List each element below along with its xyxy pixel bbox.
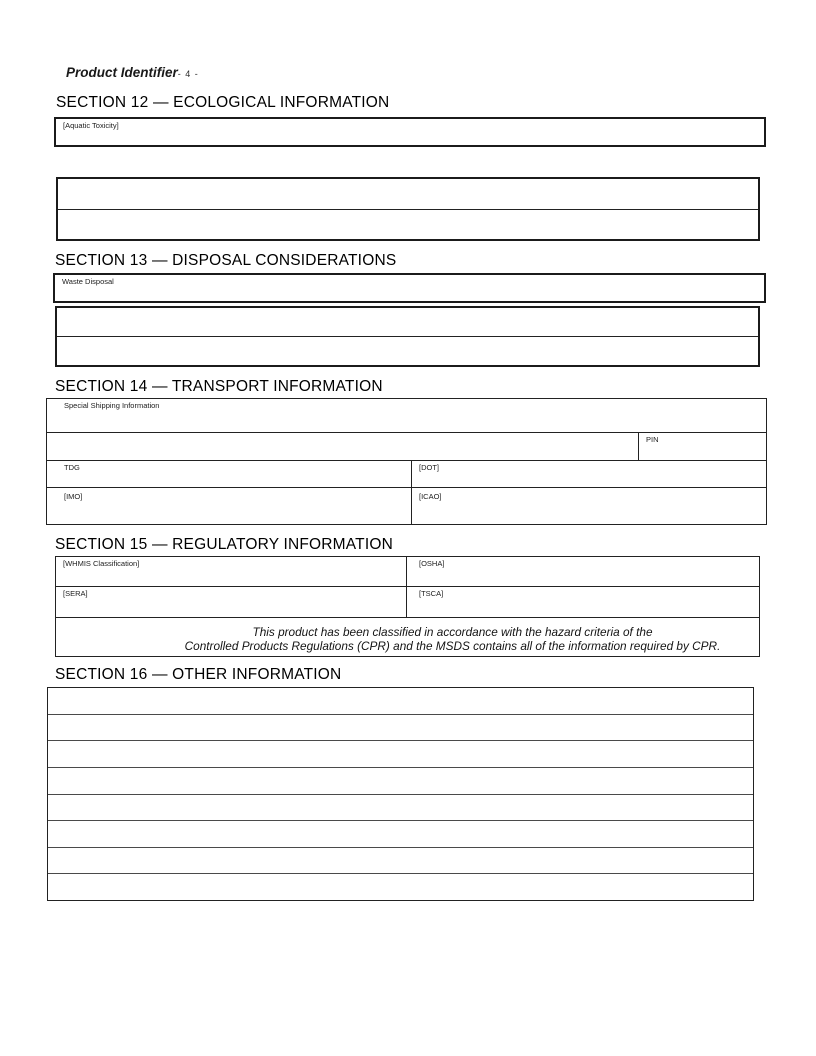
other-info-row[interactable] [48,767,753,794]
product-identifier-label: Product Identifier [66,65,178,80]
section-12-heading: SECTION 12 — ECOLOGICAL INFORMATION [56,94,390,111]
disposal-info-row-1[interactable] [57,308,758,336]
other-info-row[interactable] [48,688,753,714]
icao-field[interactable] [411,488,766,524]
imo-icao-row [47,487,766,524]
aquatic-toxicity-field[interactable] [54,117,766,147]
other-info-row[interactable] [48,873,753,900]
product-identifier-line [66,64,199,82]
other-info-row[interactable] [48,847,753,874]
tdg-dot-row [47,460,766,487]
sera-label: [SERA] [63,589,88,598]
disposal-info-row-2[interactable] [57,336,758,365]
other-info-box [47,687,754,901]
pin-field[interactable] [638,433,766,460]
tsca-label: [TSCA] [419,589,444,598]
disposal-info-box [55,306,760,367]
whmis-osha-row [56,557,759,586]
ecological-info-row-2[interactable] [58,209,758,240]
ecological-info-box [56,177,760,241]
whmis-label: [WHMIS Classification] [63,559,140,568]
other-info-row[interactable] [48,714,753,741]
other-info-row[interactable] [48,794,753,821]
sera-tsca-row [56,586,759,617]
sera-field[interactable] [56,587,406,617]
ecological-info-row-1[interactable] [58,179,758,209]
section-13-heading: SECTION 13 — DISPOSAL CONSIDERATIONS [55,252,397,269]
special-shipping-row [47,399,766,432]
special-shipping-label: Special Shipping Information [64,401,160,410]
imo-field[interactable] [47,488,411,524]
tdg-label: TDG [64,463,80,472]
section-14-heading: SECTION 14 — TRANSPORT INFORMATION [55,378,383,395]
special-shipping-field[interactable] [47,399,766,432]
pin-row [47,432,766,460]
shipping-detail-field[interactable] [47,433,638,460]
waste-disposal-label: Waste Disposal [62,277,114,286]
dot-label: [DOT] [419,463,439,472]
imo-label: [IMO] [64,492,83,501]
regulatory-info-table [55,556,760,657]
icao-label: [ICAO] [419,492,442,501]
cpr-statement [56,618,759,656]
cpr-statement-line-1: This product has been classified in accordance with the hazard criteria of the [252,625,653,639]
cpr-statement-line-2: Controlled Products Regulations (CPR) and the MSDS contains all of the information required by CPR. [184,639,721,654]
section-15-heading: SECTION 15 — REGULATORY INFORMATION [55,536,394,553]
pin-label: PIN [646,435,659,444]
page-number-marker: - 4 - [177,69,199,79]
tsca-field[interactable] [406,587,759,617]
osha-label: [OSHA] [419,559,445,568]
cpr-statement-row [56,617,759,656]
tdg-field[interactable] [47,461,411,487]
transport-info-table [46,398,767,525]
aquatic-toxicity-label: [Aquatic Toxicity] [63,121,119,130]
section-16-heading: SECTION 16 — OTHER INFORMATION [55,666,342,683]
dot-field[interactable] [411,461,766,487]
other-info-row[interactable] [48,820,753,847]
other-info-row[interactable] [48,740,753,767]
waste-disposal-field[interactable] [53,273,766,303]
osha-field[interactable] [406,557,759,586]
whmis-field[interactable] [56,557,406,586]
